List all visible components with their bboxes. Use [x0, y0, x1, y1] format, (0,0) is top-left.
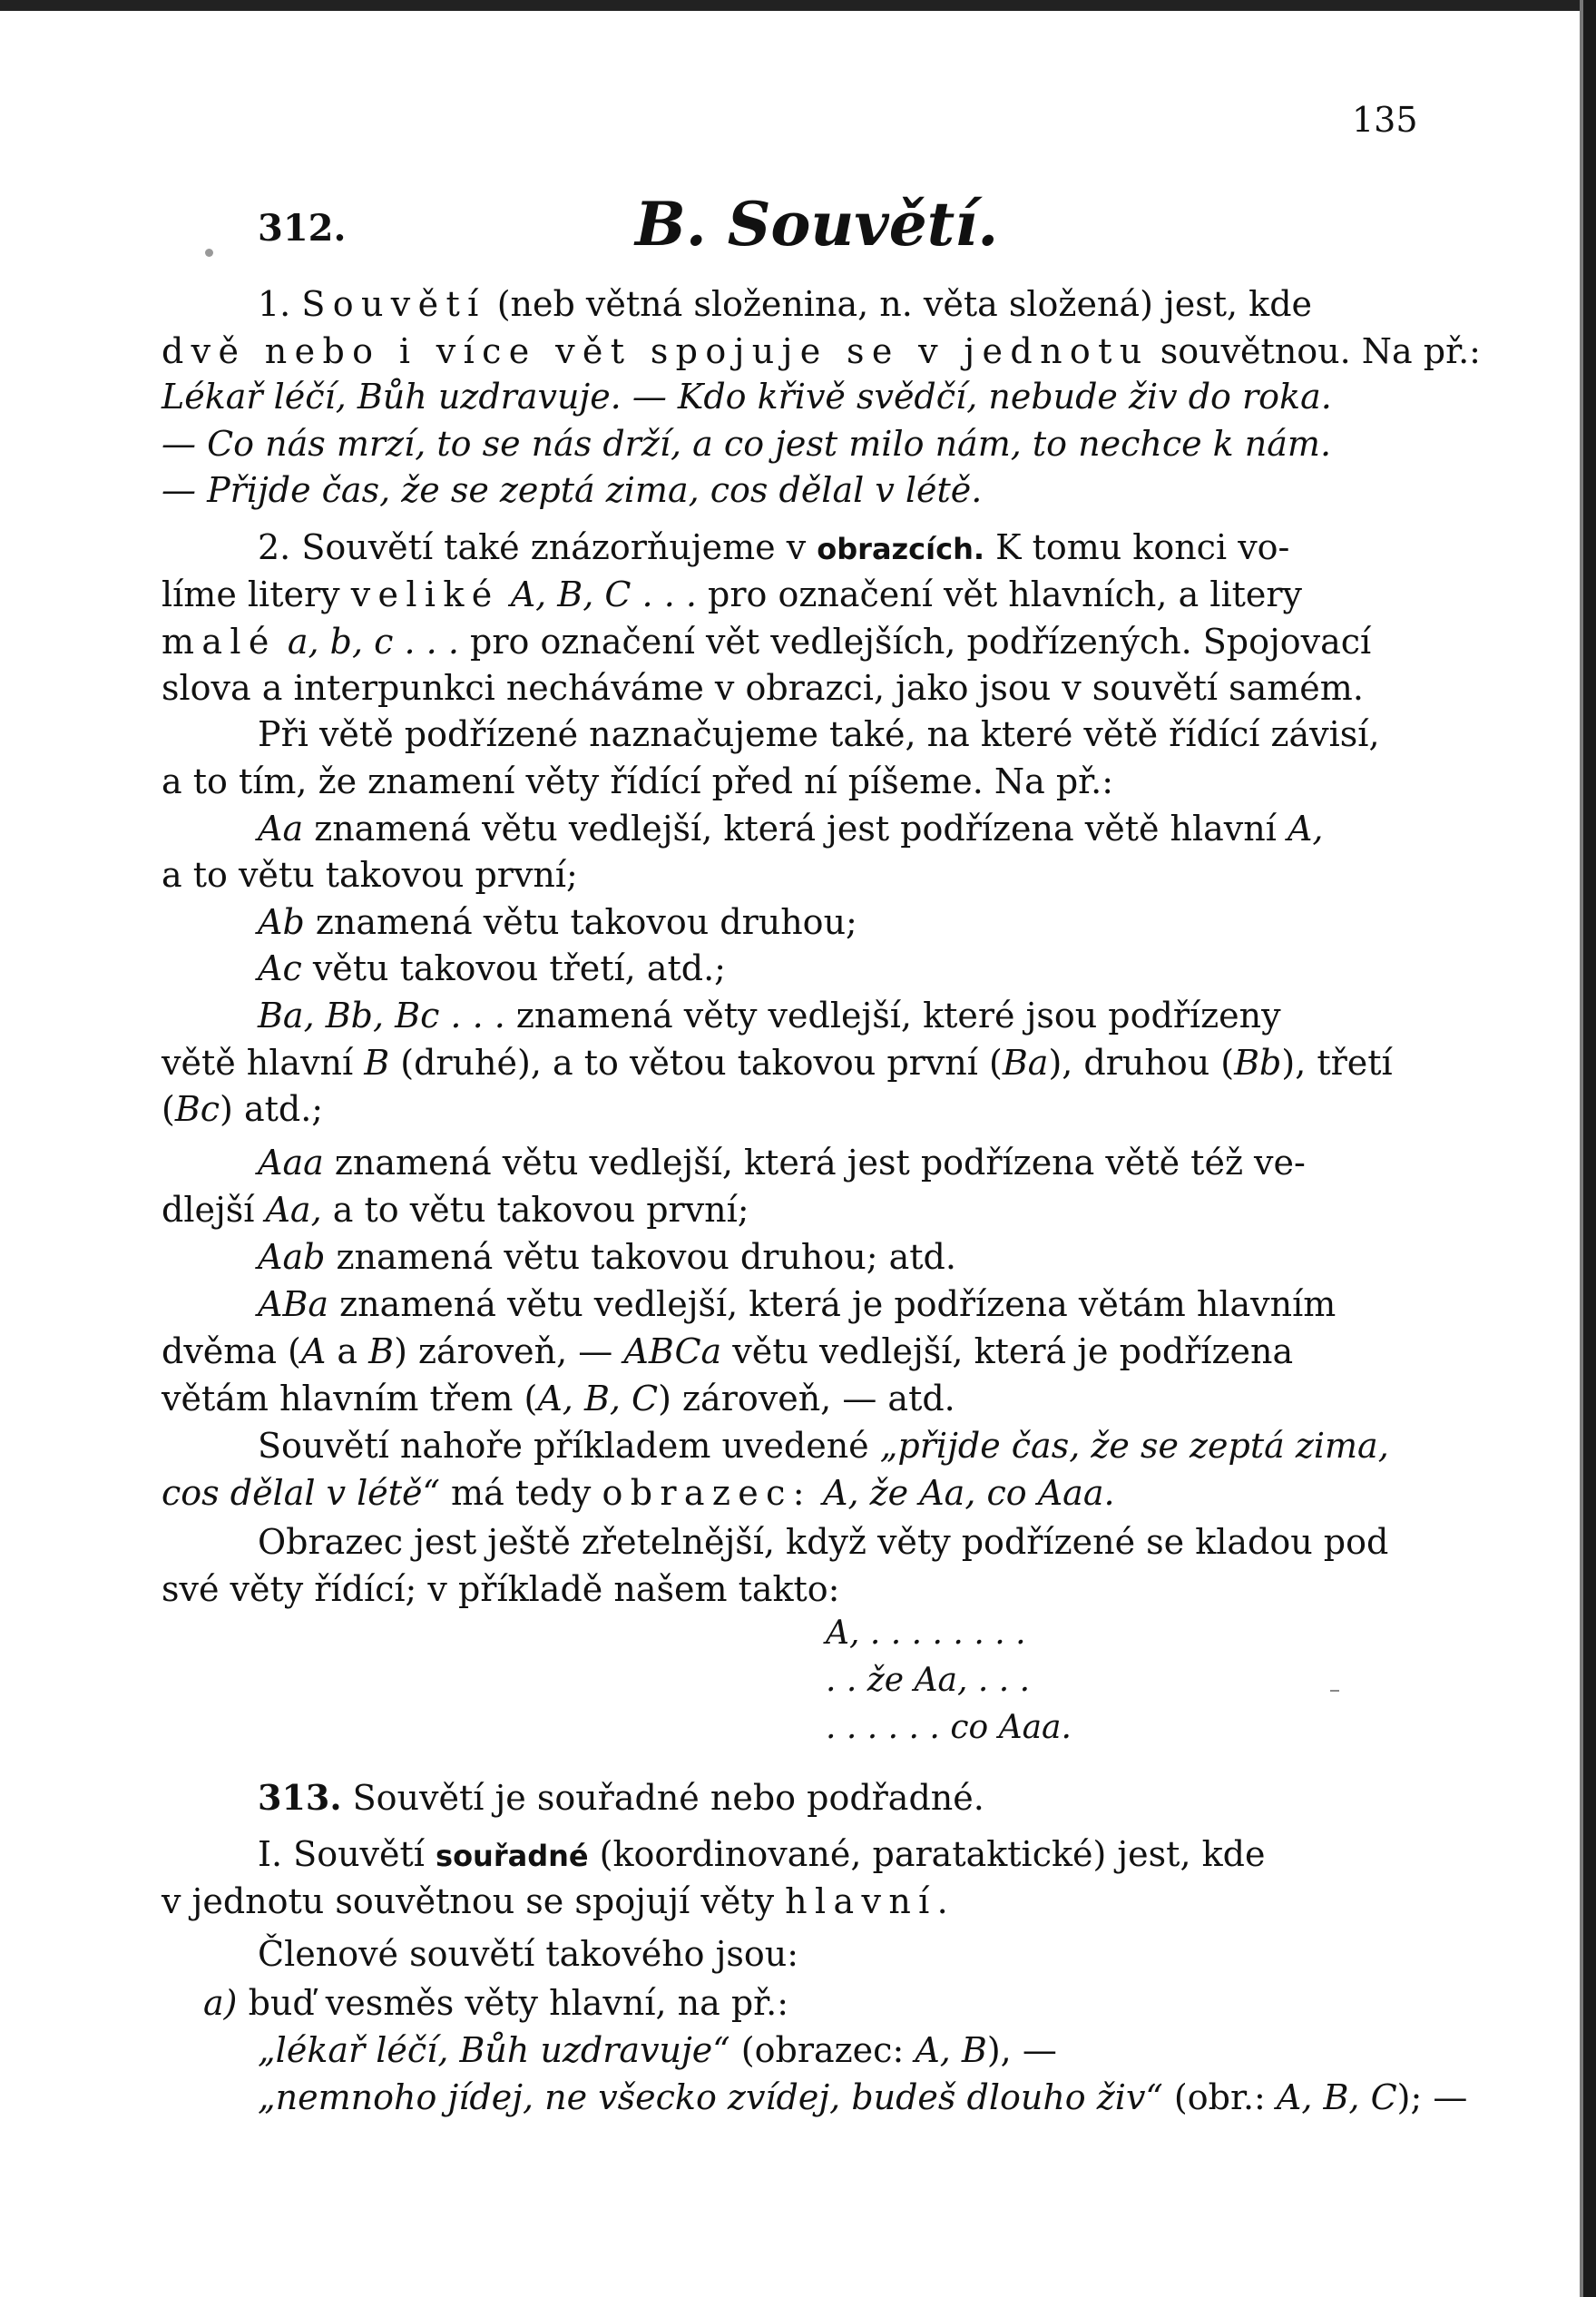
- ink-speck: [1330, 1690, 1339, 1692]
- scan-edge-top: [0, 0, 1596, 11]
- ex-ba-line3: (Bc) atd.;: [162, 1089, 324, 1129]
- p1-line2: dvě nebo i více vět spojuje se v jednotu souvětnou. Na př.:: [162, 331, 1481, 371]
- p1-line1: 1. Souvětí (neb větná složenina, n. věta složená) jest, kde: [258, 284, 1313, 324]
- p2-line2: líme litery veliké A, B, C . . . pro označení vět hlavních, a litery: [162, 574, 1302, 614]
- p3-line2: a to tím, že znamení věty řídící před ní píšeme. Na př.:: [162, 761, 1114, 801]
- diagram-row-1: A, . . . . . . . .: [826, 1615, 1026, 1652]
- ex-aba-line3: větám hlavním třem (A, B, C) zároveň, — atd.: [162, 1379, 955, 1418]
- ex-ba-line2: větě hlavní B (druhé), a to větou takovou první (Ba), druhou (Bb), třetí: [162, 1043, 1393, 1083]
- s313-heading: 313. Souvětí je souřadné nebo podřadné.: [258, 1777, 984, 1818]
- s313-line3: Členové souvětí takového jsou:: [258, 1934, 799, 1974]
- ex-aaa-line2: dlejší Aa, a to větu takovou první;: [162, 1190, 749, 1230]
- p2-line3: malé a, b, c . . . pro označení vět vedlejších, podřízených. Spojovací: [162, 622, 1372, 662]
- p3-line1: Při větě podřízené naznačujeme také, na které větě řídící závisí,: [258, 714, 1380, 754]
- ex-aab: Aab znamená větu takovou druhou; atd.: [258, 1237, 956, 1277]
- p1-line5: — Přijde čas, že se zeptá zima, cos dělal v létě.: [162, 470, 983, 510]
- ink-speck: [205, 249, 213, 257]
- section-title: B. Souvětí.: [635, 189, 999, 260]
- diagram-row-2: . . že Aa, . . .: [826, 1662, 1031, 1699]
- ex-aaa-line1: Aaa znamená větu vedlejší, která jest podřízena větě též ve-: [258, 1143, 1306, 1183]
- p5-line2: své věty řídící; v příkladě našem takto:: [162, 1569, 840, 1609]
- ex-aa-line2: a to větu takovou první;: [162, 855, 578, 895]
- p2-line4: slova a interpunkci necháváme v obrazci, jako jsou v souvětí samém.: [162, 668, 1364, 708]
- ex-aba-line2: dvěma (A a B) zároveň, — ABCa větu vedlejší, která je podřízena: [162, 1331, 1294, 1371]
- section-number: 312.: [258, 207, 347, 250]
- s313-item-a: a) buď vesměs věty hlavní, na př.:: [203, 1983, 789, 2023]
- scan-edge-right: [1583, 0, 1596, 2297]
- s313-example1: „lékař léčí, Bůh uzdravuje“ (obrazec: A, B), —: [258, 2030, 1057, 2070]
- p2-line1: 2. Souvětí také znázorňujeme v obrazcích. K tomu konci vo-: [258, 527, 1290, 567]
- s313-line1: I. Souvětí souřadné (koordinované, parataktické) jest, kde: [258, 1834, 1266, 1874]
- ex-aba-line1: ABa znamená větu vedlejší, která je podřízena větám hlavním: [258, 1284, 1337, 1324]
- diagram-row-3: . . . . . . co Aaa.: [826, 1709, 1072, 1746]
- p1-line4: — Co nás mrzí, to se nás drží, a co jest milo nám, to nechce k nám.: [162, 424, 1332, 464]
- ex-ab: Ab znamená větu takovou druhou;: [258, 902, 857, 942]
- ex-ba-line1: Ba, Bb, Bc . . . znamená věty vedlejší, které jsou podřízeny: [258, 996, 1281, 1036]
- emphasis-obrazcich: obrazcích.: [817, 532, 985, 566]
- s313-line2: v jednotu souvětnou se spojují věty hlavní.: [162, 1881, 956, 1921]
- emphasis-souradne: souřadné: [436, 1839, 589, 1873]
- ex-aa-line1: Aa znamená větu vedlejší, která jest podřízena větě hlavní A,: [258, 809, 1324, 849]
- p1-line3: Lékař léčí, Bůh uzdravuje. — Kdo křivě svědčí, nebude živ do roka.: [162, 377, 1332, 417]
- p4-line2: cos dělal v létě“ má tedy obrazec: A, že Aa, co Aaa.: [162, 1473, 1115, 1513]
- s313-example2: „nemnoho jídej, ne všecko zvídej, budeš dlouho živ“ (obr.: A, B, C); —: [258, 2077, 1468, 2117]
- p5-line1: Obrazec jest ještě zřetelnější, když věty podřízené se kladou pod: [258, 1522, 1389, 1562]
- p4-line1: Souvětí nahoře příkladem uvedené „přijde čas, že se zeptá zima,: [258, 1426, 1389, 1466]
- ex-ac: Ac větu takovou třetí, atd.;: [258, 948, 726, 988]
- page-number: 135: [1352, 100, 1418, 140]
